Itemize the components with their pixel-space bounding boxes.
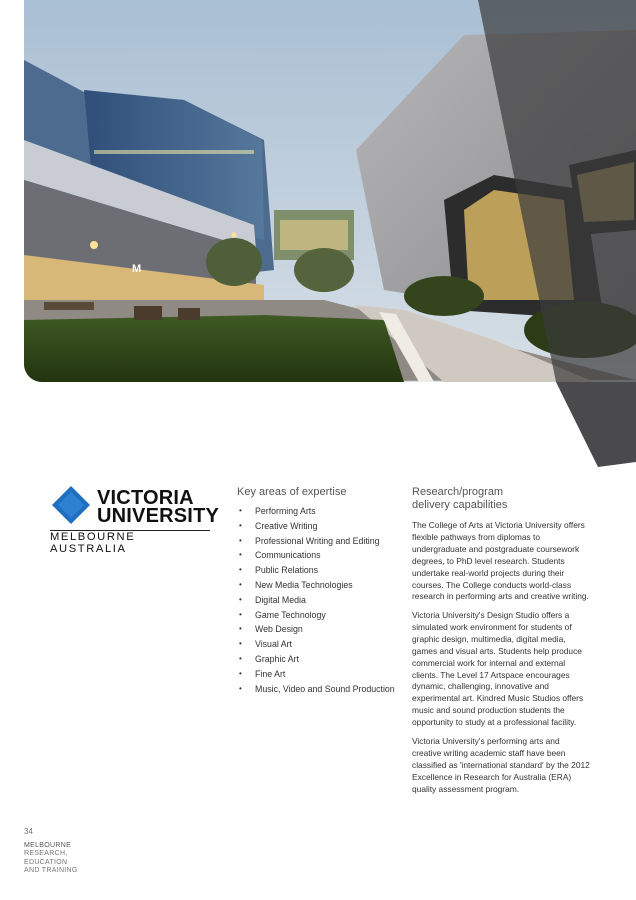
research-heading-line1: Research/program (412, 486, 504, 498)
bullet-icon: • (239, 653, 242, 663)
expertise-heading-text: Key areas of expertise (237, 486, 347, 498)
list-item (237, 667, 395, 682)
list-item (237, 682, 395, 697)
expertise-heading (237, 486, 346, 499)
bullet-icon: • (239, 506, 242, 515)
list-item (237, 548, 395, 563)
list-item (237, 519, 395, 534)
research-paragraph-1: The College of Arts at Victoria University offers flexible pathways from diplomas to undergraduate and postgraduate coursework degrees, to PhD level research. Students undertake real-world projects during their courses. The College conducts world-class research in performing arts and creative writing. (412, 520, 589, 602)
expertise-list (237, 504, 395, 696)
bullet-icon: • (239, 535, 242, 545)
bullet-icon: • (239, 520, 242, 530)
research-paragraph-2: Victoria University's Design Studio offers a simulated work environment for students of graphic design, multimedia, digital media, games and visual arts. Students help produce commercial work for internal and external clients. The Level 17 Artspace encourages dynamic, challenging, innovative and experimental art. Kindred Music Studios offers music and sound production students the opportunity to study at a professional facility. (412, 610, 584, 728)
list-item (237, 534, 395, 549)
footer-line: RESEARCH, (24, 850, 68, 858)
list-item (237, 637, 395, 652)
bullet-icon: • (239, 683, 242, 693)
logo-word-university: UNIVERSITY (97, 505, 220, 527)
bullet-icon: • (239, 668, 242, 678)
bullet-icon: • (239, 624, 242, 634)
logo-word-victoria: VICTORIA (97, 487, 194, 509)
victoria-university-logo (50, 486, 220, 555)
list-item-text: Web Design (255, 624, 303, 635)
list-item (237, 504, 395, 519)
research-heading-line2: delivery capabilities (412, 499, 508, 511)
list-item (237, 593, 395, 608)
bullet-icon: • (239, 565, 242, 575)
footer-line: MELBOURNE (24, 842, 72, 849)
footer-line: EDUCATION (24, 858, 68, 866)
footer-line: AND TRAINING (24, 867, 78, 875)
list-item-text: Music, Video and Sound Production (255, 683, 395, 694)
bullet-icon: • (239, 639, 242, 649)
list-item-text: New Media Technologies (255, 579, 353, 590)
list-item-text: Visual Art (255, 639, 292, 650)
list-item-text: Graphic Art (255, 653, 300, 664)
bullet-icon: • (239, 609, 242, 619)
list-item (237, 608, 395, 623)
list-item (237, 652, 395, 667)
page-number: 34 (24, 827, 33, 836)
list-item-text: Fine Art (255, 668, 286, 679)
list-item (237, 578, 395, 593)
footer-tagline (24, 842, 78, 876)
list-item (237, 622, 395, 637)
research-heading (412, 486, 507, 512)
list-item-text: Professional Writing and Editing (255, 535, 380, 546)
bullet-icon: • (239, 579, 242, 589)
diamond-logo-icon (52, 486, 90, 524)
research-paragraph-3: Victoria University's performing arts and creative writing academic staff have been classified as 'international standard' by the 2012 Excellence in Research for Australia (ERA) quality assessment program. (412, 736, 590, 794)
list-item-text: Performing Arts (255, 506, 316, 516)
list-item (237, 563, 395, 578)
list-item-text: Public Relations (255, 565, 319, 576)
bullet-icon: • (239, 594, 242, 604)
building-letter-m: M (132, 263, 142, 275)
logo-tagline: MELBOURNE AUSTRALIA (50, 531, 136, 555)
bullet-icon: • (239, 550, 242, 560)
list-item-text: Creative Writing (255, 520, 318, 531)
list-item-text: Game Technology (255, 609, 326, 620)
list-item-text: Digital Media (255, 594, 306, 605)
list-item-text: Communications (255, 550, 321, 561)
